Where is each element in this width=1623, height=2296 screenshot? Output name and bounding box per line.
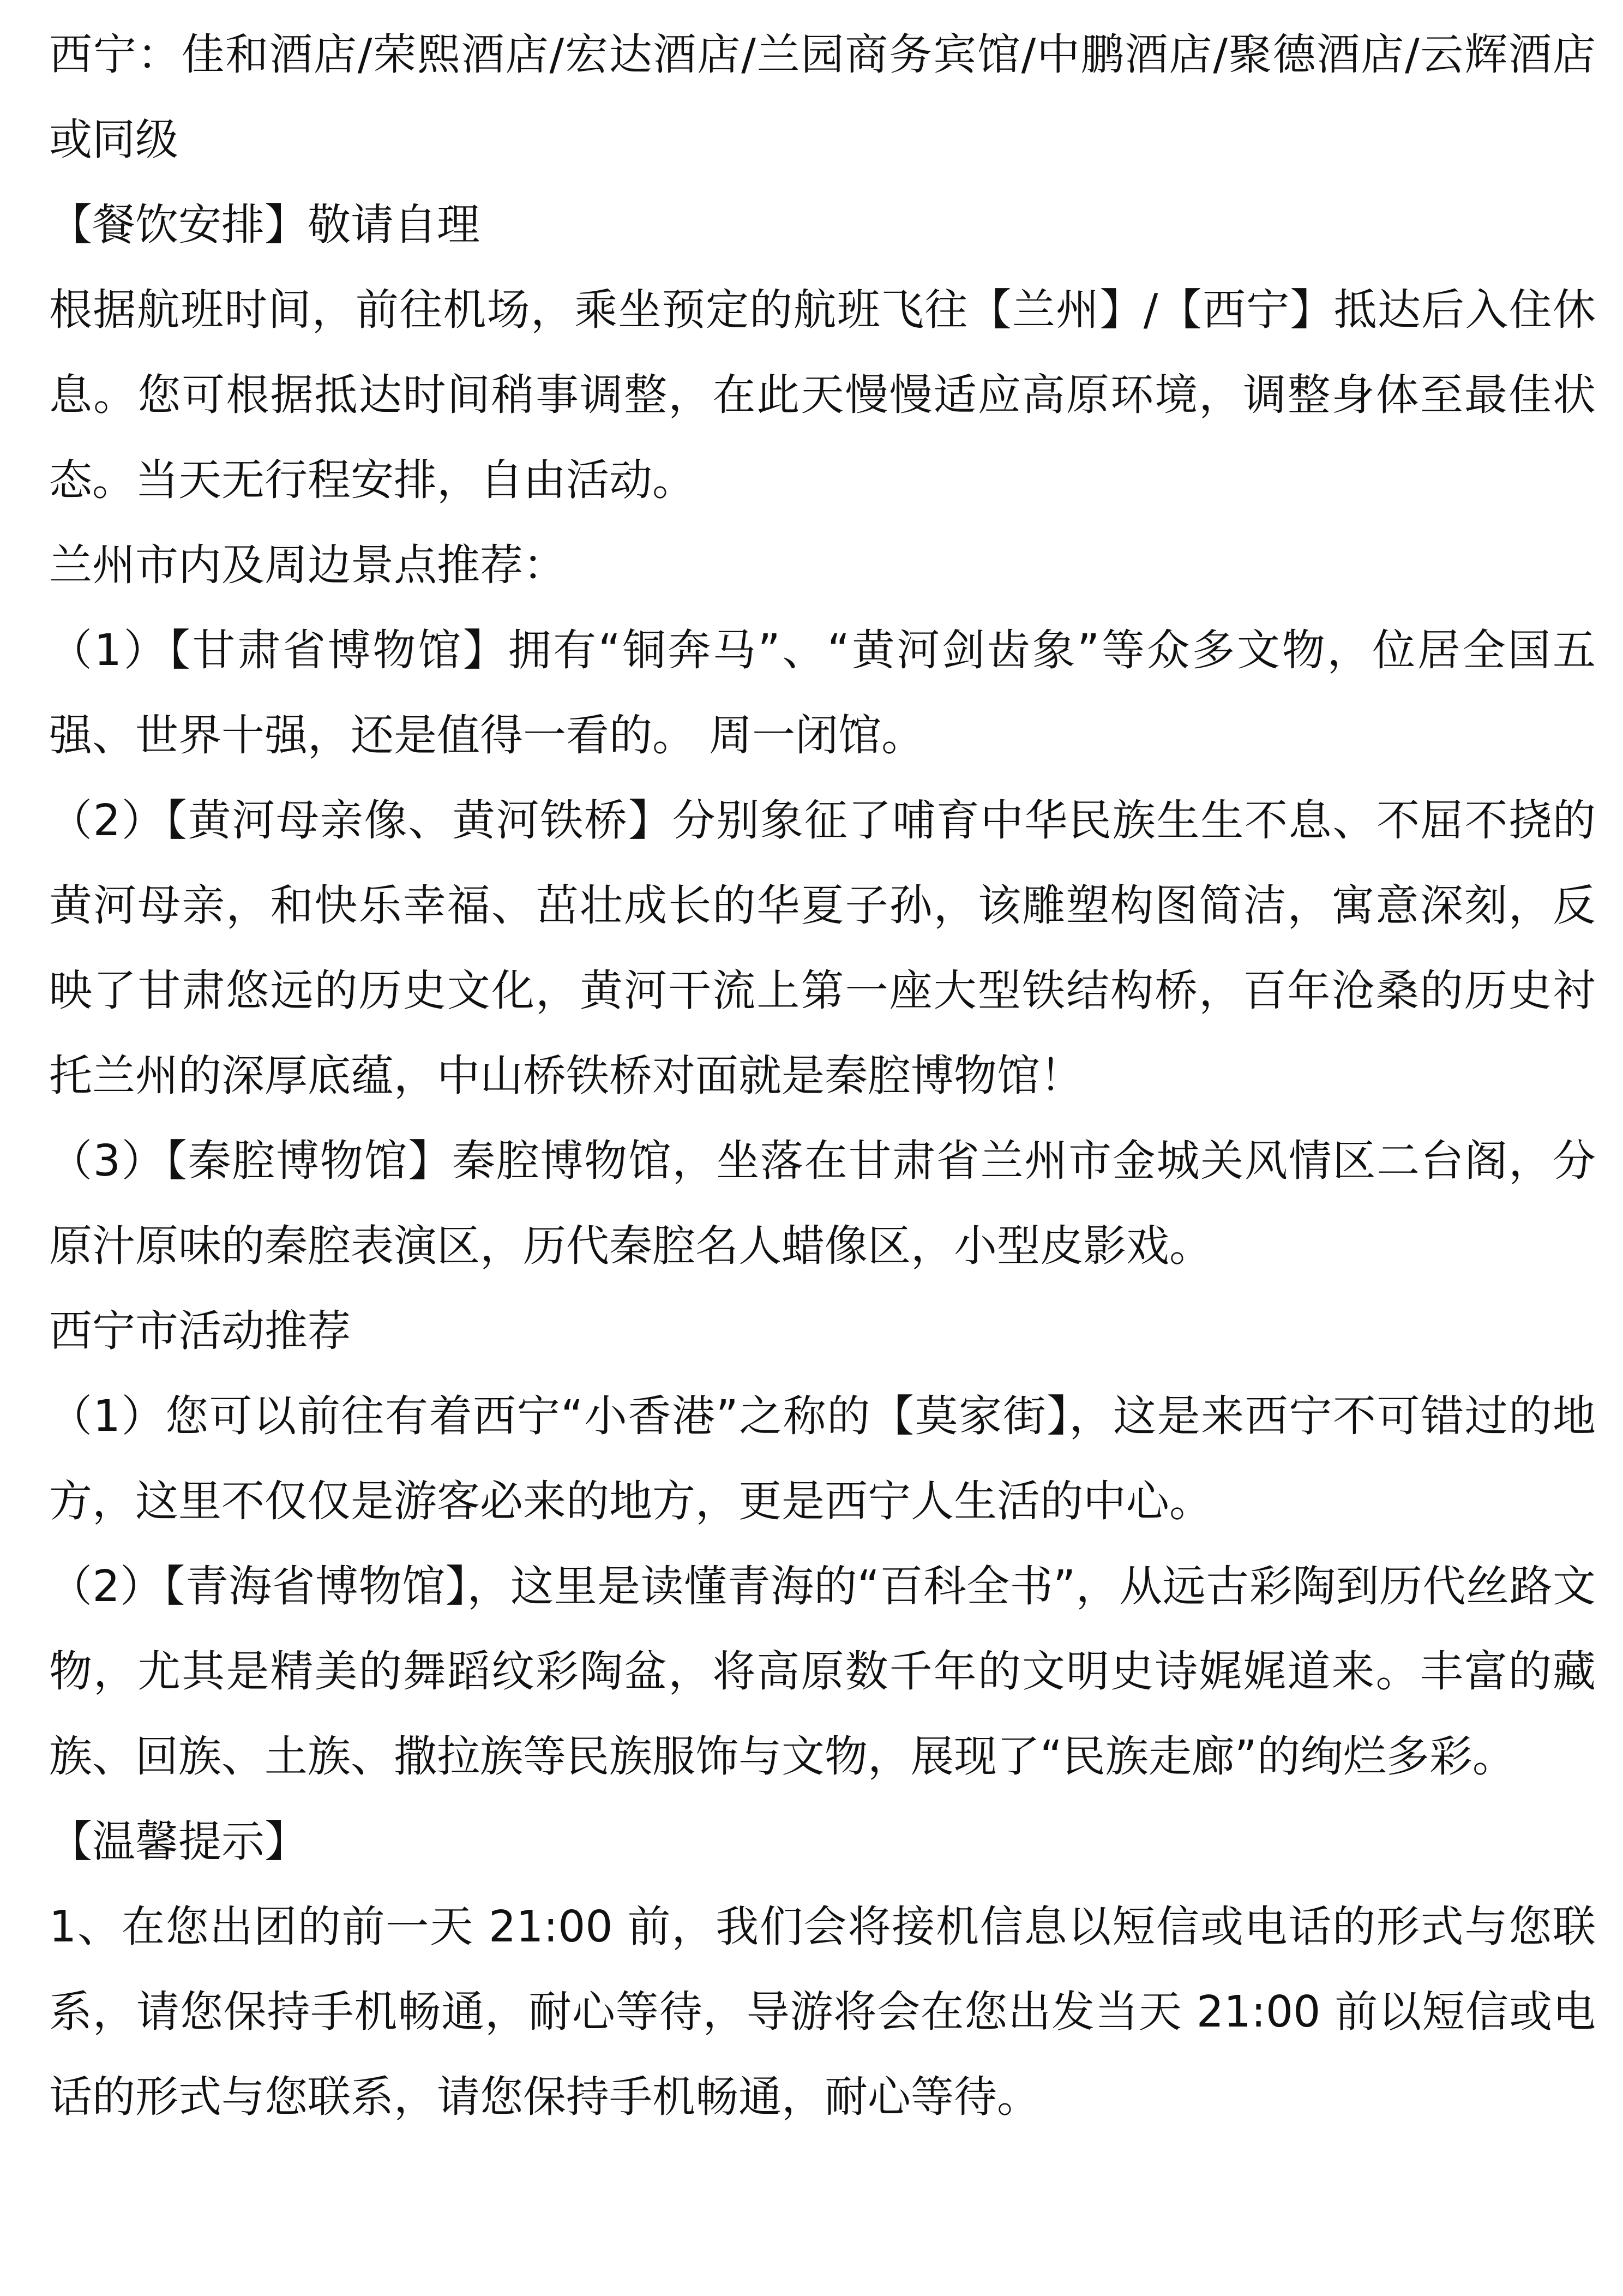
xining-item-1: （1）您可以前往有着西宁“小香港”之称的【莫家街】，这是来西宁不可错过的地方，这里不仅仅是游客必来的地方，更是西宁人生活的中心。 [49,1391,1596,1526]
lanzhou-item-1: （1）【甘肃省博物馆】拥有“铜奔马”、“黄河剑齿象”等众多文物，位居全国五强、世界十强，还是值得一看的。 周一闭馆。 [49,625,1596,760]
xining-item-2: （2）【青海省博物馆】，这里是读懂青海的“百科全书”，从远古彩陶到历代丝路文物，尤其是精美的舞蹈纹彩陶盆，将高原数千年的文明史诗娓娓道来。丰富的藏族、回族、土族、撒拉族等民族服饰与文物，展现了“民族走廊”的绚烂多彩。 [49,1561,1596,1782]
document-page [49,12,1596,2139]
xining-recommendation-heading: 西宁市活动推荐 [49,1306,351,1356]
lanzhou-recommendation-heading: 兰州市内及周边景点推荐： [49,540,566,590]
itinerary-paragraph: 根据航班时间，前往机场，乘坐预定的航班飞往【兰州】/【西宁】抵达后入住休息。您可根据抵达时间稍事调整，在此天慢慢适应高原环境，调整身体至最佳状态。当天无行程安排，自由活动。 [49,285,1596,505]
tips-item-1: 1、在您出团的前一天 21:00 前，我们会将接机信息以短信或电话的形式与您联系，请您保持手机畅通，耐心等待，导游将会在您出发当天 21:00 前以短信或电话的形式与您联系，请您保持手机畅通，耐心等待。 [49,1902,1596,2122]
hotel-list-paragraph: 西宁：佳和酒店/荣熙酒店/宏达酒店/兰园商务宾馆/中鹏酒店/聚德酒店/云辉酒店或同级 [49,29,1596,165]
meal-arrangement-heading: 【餐饮安排】敬请自理 [49,200,480,250]
lanzhou-item-3: （3）【秦腔博物馆】秦腔博物馆，坐落在甘肃省兰州市金城关风情区二台阁，分原汁原味的秦腔表演区，历代秦腔名人蜡像区，小型皮影戏。 [49,1136,1596,1271]
lanzhou-item-2: （2）【黄河母亲像、黄河铁桥】分别象征了哺育中华民族生生不息、不屈不挠的黄河母亲，和快乐幸福、茁壮成长的华夏子孙，该雕塑构图简洁，寓意深刻，反映了甘肃悠远的历史文化，黄河干流上第一座大型铁结构桥，百年沧桑的历史衬托兰州的深厚底蕴，中山桥铁桥对面就是秦腔博物馆！ [49,795,1596,1101]
tips-heading: 【温馨提示】 [49,1817,308,1867]
